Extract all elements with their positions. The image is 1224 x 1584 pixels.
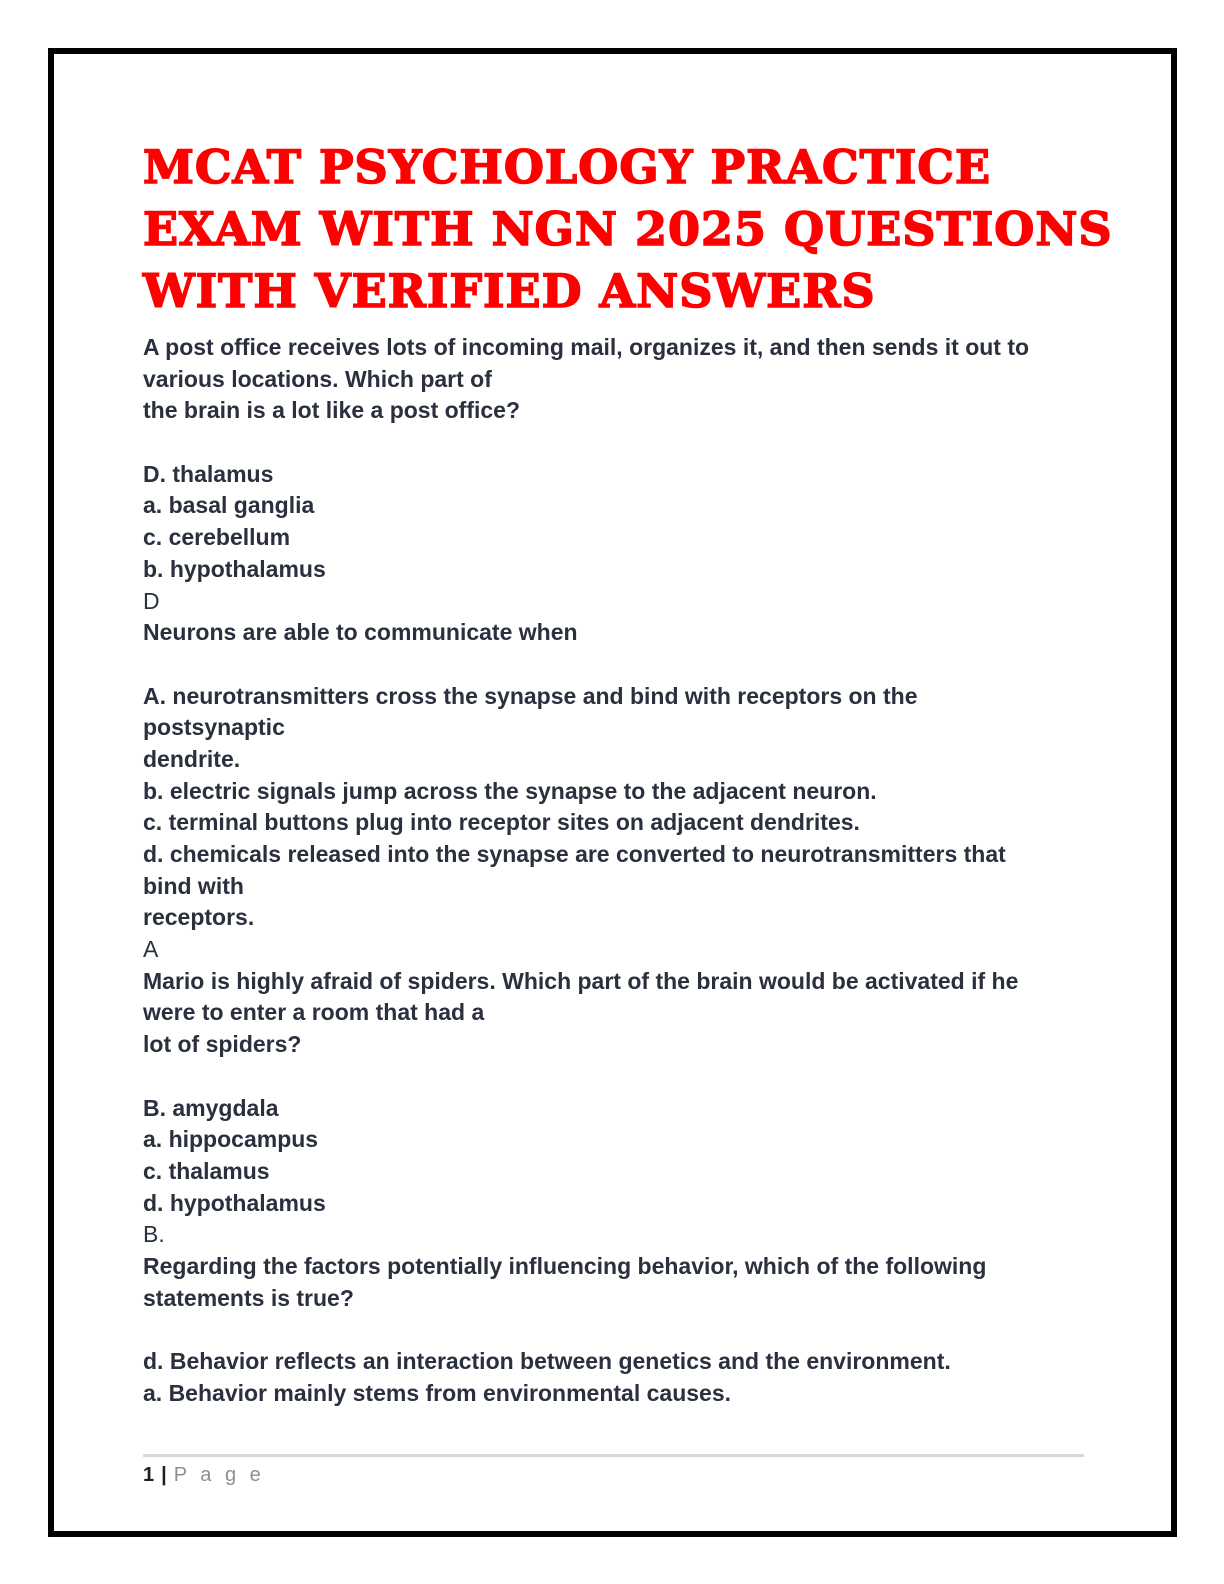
title-line-3: WITH VERIFIED ANSWERS <box>143 264 876 318</box>
body-line: b. hypothalamus <box>143 555 326 582</box>
body-line: Mario is highly afraid of spiders. Which part of the brain would be activated if he <box>143 967 1019 994</box>
body-line: various locations. Which part of <box>143 365 492 392</box>
document-title <box>143 136 1143 322</box>
body-line: A <box>143 936 159 963</box>
body-line: D. thalamus <box>143 460 274 487</box>
body-line: B. <box>143 1221 165 1248</box>
body-line: lot of spiders? <box>143 1031 302 1058</box>
body-line <box>143 1314 1143 1346</box>
body-line <box>143 649 1143 681</box>
body-line: d. chemicals released into the synapse are converted to neurotransmitters that <box>143 841 1006 867</box>
body-line: the brain is a lot like a post office? <box>143 397 521 424</box>
body-line: dendrite. <box>143 745 241 772</box>
page-footer <box>143 1462 265 1488</box>
body-line: A post office receives lots of incoming mail, organizes it, and then sends it out to <box>143 334 1030 360</box>
body-line: a. basal ganglia <box>143 492 315 519</box>
body-line: A. neurotransmitters cross the synapse and bind with receptors on the <box>143 682 918 709</box>
body-line: c. cerebellum <box>143 524 291 551</box>
body-line: d. Behavior reflects an interaction between genetics and the environment. <box>143 1348 951 1374</box>
body-line: were to enter a room that had a <box>143 999 485 1026</box>
body-line: a. hippocampus <box>143 1126 319 1153</box>
footer-divider: | <box>161 1464 170 1486</box>
body-line: receptors. <box>143 904 255 931</box>
body-line: c. terminal buttons plug into receptor sites on adjacent dendrites. <box>143 809 860 836</box>
body-line: d. hypothalamus <box>143 1189 326 1216</box>
body-line: B. amygdala <box>143 1094 279 1121</box>
body-line: a. Behavior mainly stems from environmental causes. <box>143 1379 732 1406</box>
body-line <box>143 427 1143 459</box>
title-line-2: EXAM WITH NGN 2025 QUESTIONS <box>143 202 1113 256</box>
page-label: P a g e <box>173 1464 265 1486</box>
document-body <box>143 332 1143 1409</box>
body-line: b. electric signals jump across the synapse to the adjacent neuron. <box>143 777 877 804</box>
body-line: Regarding the factors potentially influencing behavior, which of the following <box>143 1252 987 1279</box>
page-number: 1 <box>143 1464 158 1486</box>
body-line: postsynaptic <box>143 714 285 741</box>
body-line: D <box>143 587 160 614</box>
footer-rule <box>143 1454 1084 1457</box>
body-line: bind with <box>143 872 244 899</box>
title-line-1: MCAT PSYCHOLOGY PRACTICE <box>143 140 992 194</box>
body-line: statements is true? <box>143 1284 354 1311</box>
body-line: c. thalamus <box>143 1157 270 1184</box>
body-line: Neurons are able to communicate when <box>143 619 578 646</box>
body-line <box>143 1061 1143 1093</box>
